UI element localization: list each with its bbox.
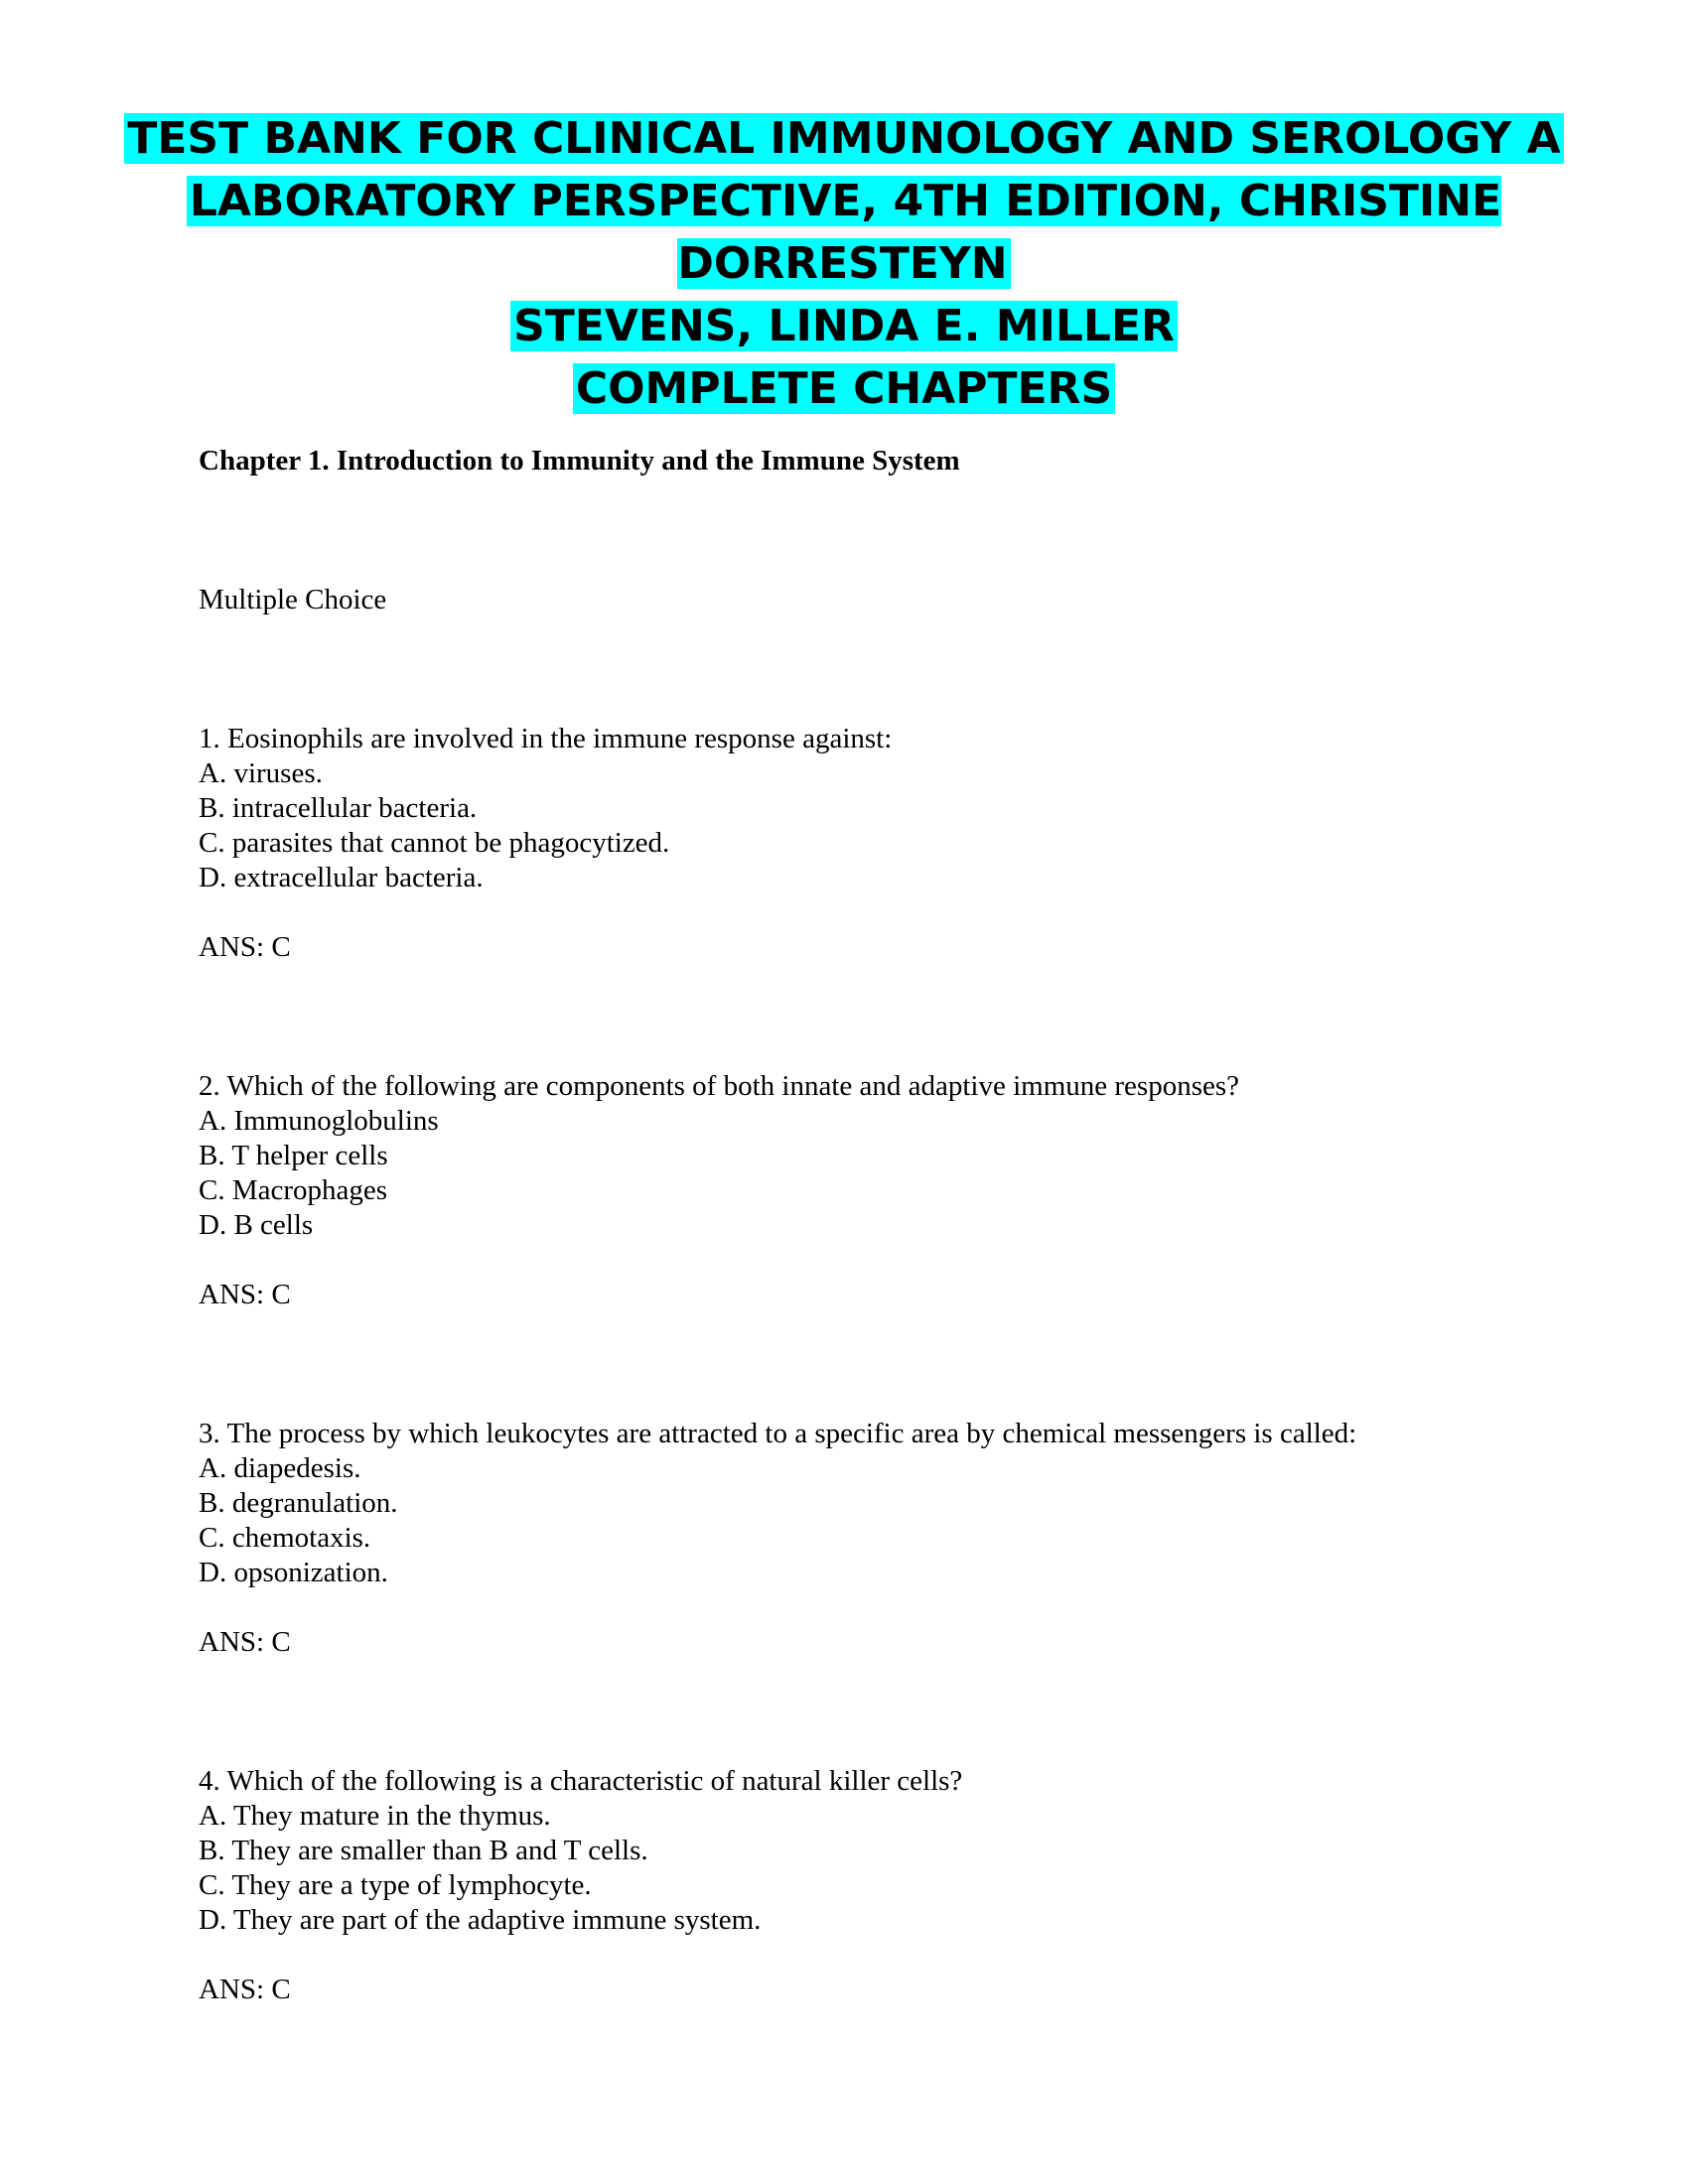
- title-highlight: TEST BANK FOR CLINICAL IMMUNOLOGY AND SEROLOGY A: [124, 113, 1563, 164]
- answer-option: A. diapedesis.: [199, 1452, 361, 1484]
- title-line: [79, 170, 1609, 295]
- answer-option: A. viruses.: [199, 757, 323, 789]
- title-line: [79, 107, 1609, 170]
- answer-option: A. They mature in the thymus.: [199, 1800, 551, 1832]
- answer-option: D. opsonization.: [199, 1557, 388, 1588]
- question-2: [199, 1069, 1489, 1312]
- answer-option: B. intracellular bacteria.: [199, 792, 478, 824]
- title-line: [79, 295, 1609, 357]
- answer-option: B. degranulation.: [199, 1487, 398, 1519]
- answer-option: C. parasites that cannot be phagocytized.: [199, 827, 670, 859]
- document-title: [79, 107, 1609, 420]
- answer-option: A. Immunoglobulins: [199, 1105, 439, 1137]
- question-stem: 3. The process by which leukocytes are attracted to a specific area by chemical messengers is called:: [199, 1418, 1357, 1449]
- question-1: [199, 722, 1489, 965]
- title-highlight: LABORATORY PERSPECTIVE, 4TH EDITION, CHRISTINE DORRESTEYN: [187, 176, 1501, 289]
- answer-option: C. Macrophages: [199, 1174, 388, 1206]
- question-stem: 1. Eosinophils are involved in the immune response against:: [199, 723, 893, 754]
- answer-option: C. chemotaxis.: [199, 1522, 371, 1554]
- answer-key: ANS: C: [199, 1626, 291, 1658]
- question-3: [199, 1417, 1489, 1660]
- answer-option: C. They are a type of lymphocyte.: [199, 1869, 592, 1901]
- chapter-heading: Chapter 1. Introduction to Immunity and the Immune System: [199, 445, 960, 477]
- answer-option: D. B cells: [199, 1209, 314, 1241]
- answer-option: B. T helper cells: [199, 1140, 388, 1171]
- answer-option: B. They are smaller than B and T cells.: [199, 1835, 648, 1866]
- answer-option: D. extracellular bacteria.: [199, 862, 484, 893]
- title-highlight: COMPLETE CHAPTERS: [573, 363, 1115, 414]
- section-label: Multiple Choice: [199, 584, 387, 615]
- answer-key: ANS: C: [199, 1279, 291, 1310]
- question-stem: 4. Which of the following is a characteristic of natural killer cells?: [199, 1765, 963, 1797]
- title-line: [79, 357, 1609, 420]
- answer-key: ANS: C: [199, 1974, 291, 2005]
- answer-key: ANS: C: [199, 931, 291, 963]
- answer-option: D. They are part of the adaptive immune system.: [199, 1904, 762, 1936]
- title-highlight: STEVENS, LINDA E. MILLER: [510, 301, 1178, 351]
- question-stem: 2. Which of the following are components of both innate and adaptive immune responses?: [199, 1070, 1240, 1102]
- question-4: [199, 1764, 1489, 2007]
